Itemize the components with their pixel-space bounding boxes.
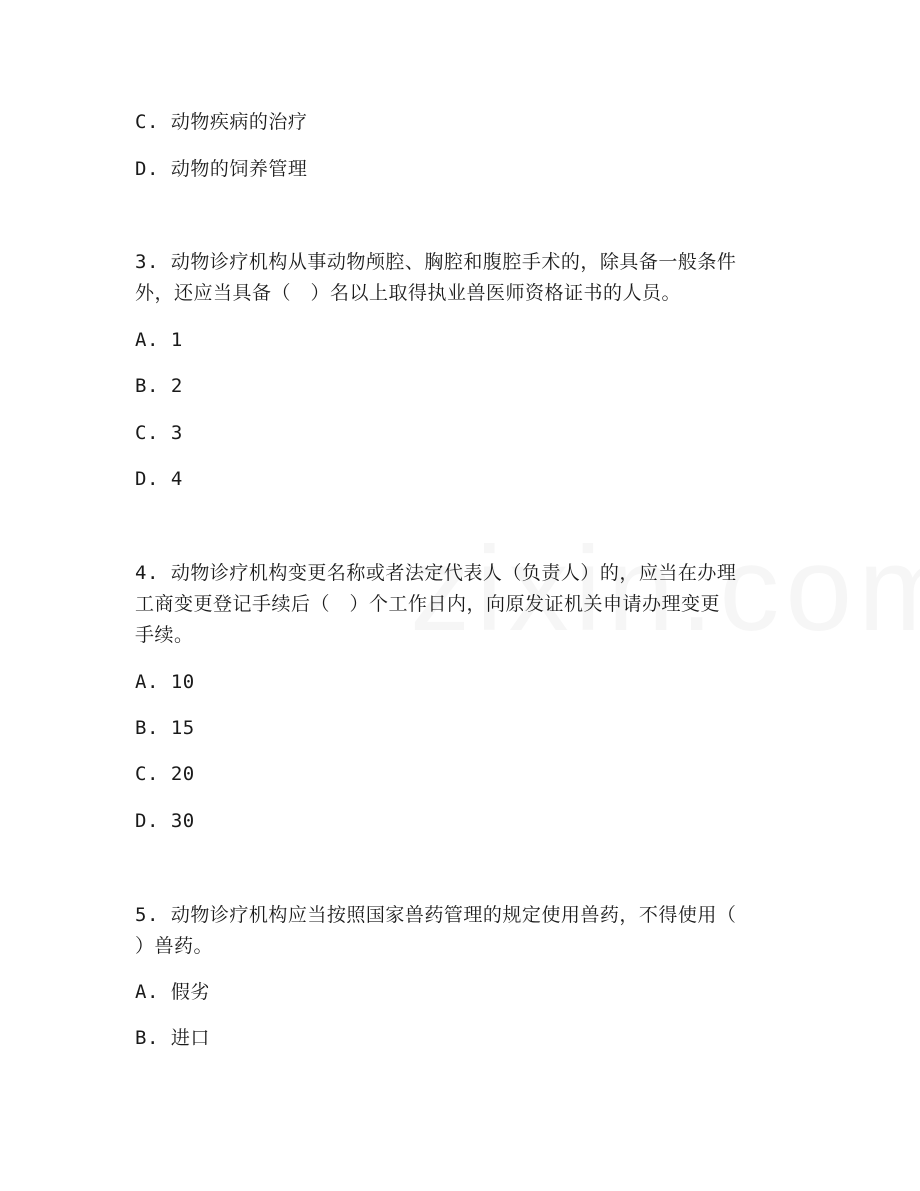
question-3-line-2: 外，还应当具备（ ）名以上取得执业兽医师资格证书的人员。: [135, 282, 682, 304]
question-4-line-2: 工商变更登记手续后（ ）个工作日内，向原发证机关申请办理变更: [135, 593, 721, 615]
option-b-q3: B. 2: [135, 375, 183, 397]
option-b-q5: B. 进口: [135, 1027, 210, 1049]
option-d-q3: D. 4: [135, 468, 183, 490]
option-a-q5: A. 假劣: [135, 981, 210, 1003]
question-4-line-1: 4. 动物诊疗机构变更名称或者法定代表人（负责人）的，应当在办理: [135, 562, 737, 584]
question-4-line-3: 手续。: [135, 624, 194, 646]
option-d-q2: D. 动物的饲养管理: [135, 158, 308, 180]
question-5-line-2: ）兽药。: [135, 935, 214, 957]
question-5-line-1: 5. 动物诊疗机构应当按照国家兽药管理的规定使用兽药，不得使用（: [135, 904, 737, 926]
option-b-q4: B. 15: [135, 717, 195, 739]
option-c-q4: C. 20: [135, 763, 195, 785]
option-c-q2: C. 动物疾病的治疗: [135, 111, 308, 133]
question-3-line-1: 3. 动物诊疗机构从事动物颅腔、胸腔和腹腔手术的，除具备一般条件: [135, 251, 737, 273]
option-a-q3: A. 1: [135, 329, 183, 351]
option-d-q4: D. 30: [135, 810, 195, 832]
option-c-q3: C. 3: [135, 422, 183, 444]
option-a-q4: A. 10: [135, 671, 195, 693]
